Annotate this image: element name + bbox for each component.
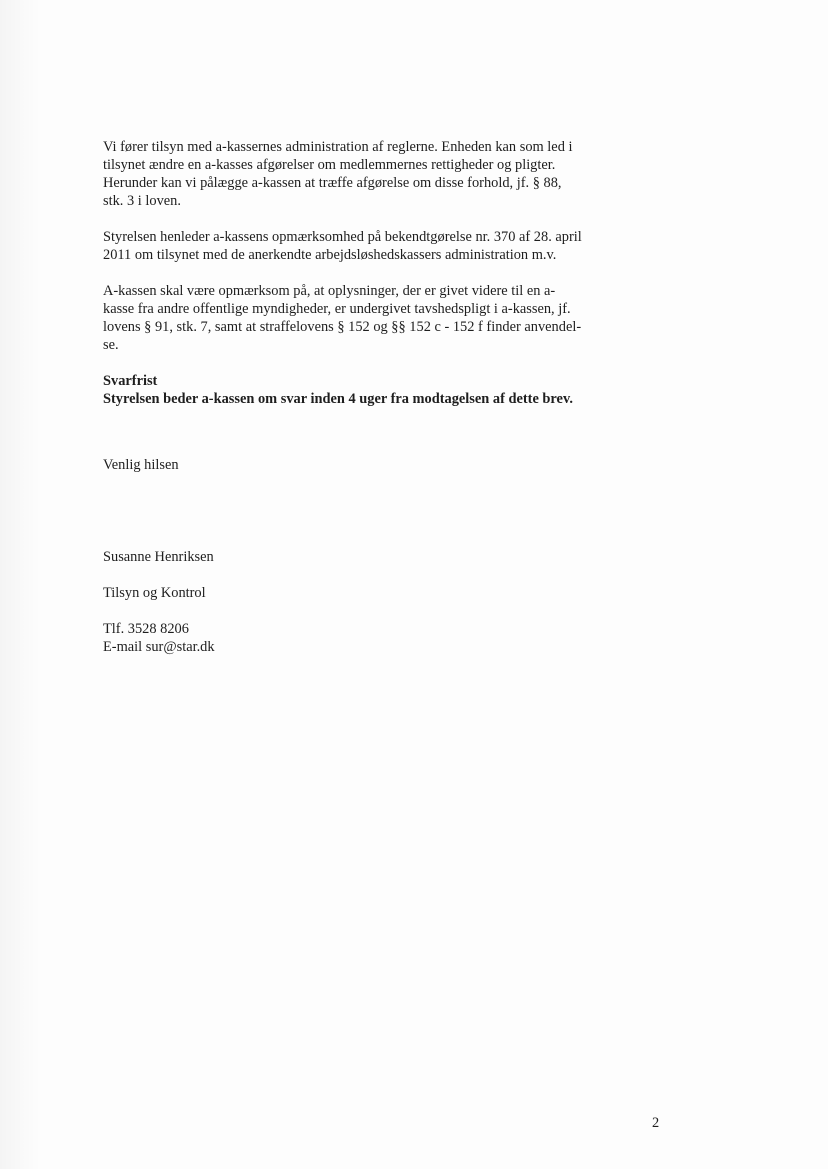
- paragraph-spacer: [103, 354, 615, 372]
- text-line: tilsynet ændre en a-kasses afgørelser om medlemmernes rettigheder og pligter.: [103, 157, 556, 173]
- text-line: lovens § 91, stk. 7, samt at straffelovens § 152 og §§ 152 c - 152 f finder anvendel-: [103, 319, 582, 335]
- scan-shadow: [0, 0, 40, 1169]
- signer-contact: [103, 620, 215, 656]
- letter-body: [103, 138, 615, 408]
- deadline-section: [103, 372, 615, 408]
- text-line: Herunder kan vi pålægge a-kassen at træffe afgørelse om disse forhold, jf. § 88,: [103, 175, 562, 191]
- deadline-text: Styrelsen beder a-kassen om svar inden 4 uger fra modtagelsen af dette brev.: [103, 391, 573, 407]
- text-line: Styrelsen henleder a-kassens opmærksomhed på bekendtgørelse nr. 370 af 28. april: [103, 229, 582, 245]
- text-line: kasse fra andre offentlige myndigheder, er undergivet tavshedspligt i a-kassen, jf.: [103, 301, 571, 317]
- greeting: Venlig hilsen: [103, 457, 179, 473]
- signer-phone: Tlf. 3528 8206: [103, 621, 189, 637]
- text-line: A-kassen skal være opmærksom på, at oplysninger, der er givet videre til en a-: [103, 283, 556, 299]
- signer-email: E-mail sur@star.dk: [103, 639, 215, 655]
- page-number: 2: [652, 1115, 660, 1131]
- paragraph-spacer: [103, 264, 615, 282]
- paragraph-spacer: [103, 210, 615, 228]
- text-line: 2011 om tilsynet med de anerkendte arbejdsløshedskassers administration m.v.: [103, 247, 557, 263]
- deadline-heading: Svarfrist: [103, 373, 158, 389]
- paragraph-confidentiality: [103, 282, 615, 354]
- text-line: Vi fører tilsyn med a-kassernes administration af reglerne. Enheden kan som led i: [103, 139, 573, 155]
- paragraph-regulation: [103, 228, 615, 264]
- signer-unit: Tilsyn og Kontrol: [103, 585, 206, 601]
- paragraph-supervision: [103, 138, 615, 210]
- text-line: se.: [103, 337, 119, 353]
- signer-name: Susanne Henriksen: [103, 549, 214, 565]
- text-line: stk. 3 i loven.: [103, 193, 181, 209]
